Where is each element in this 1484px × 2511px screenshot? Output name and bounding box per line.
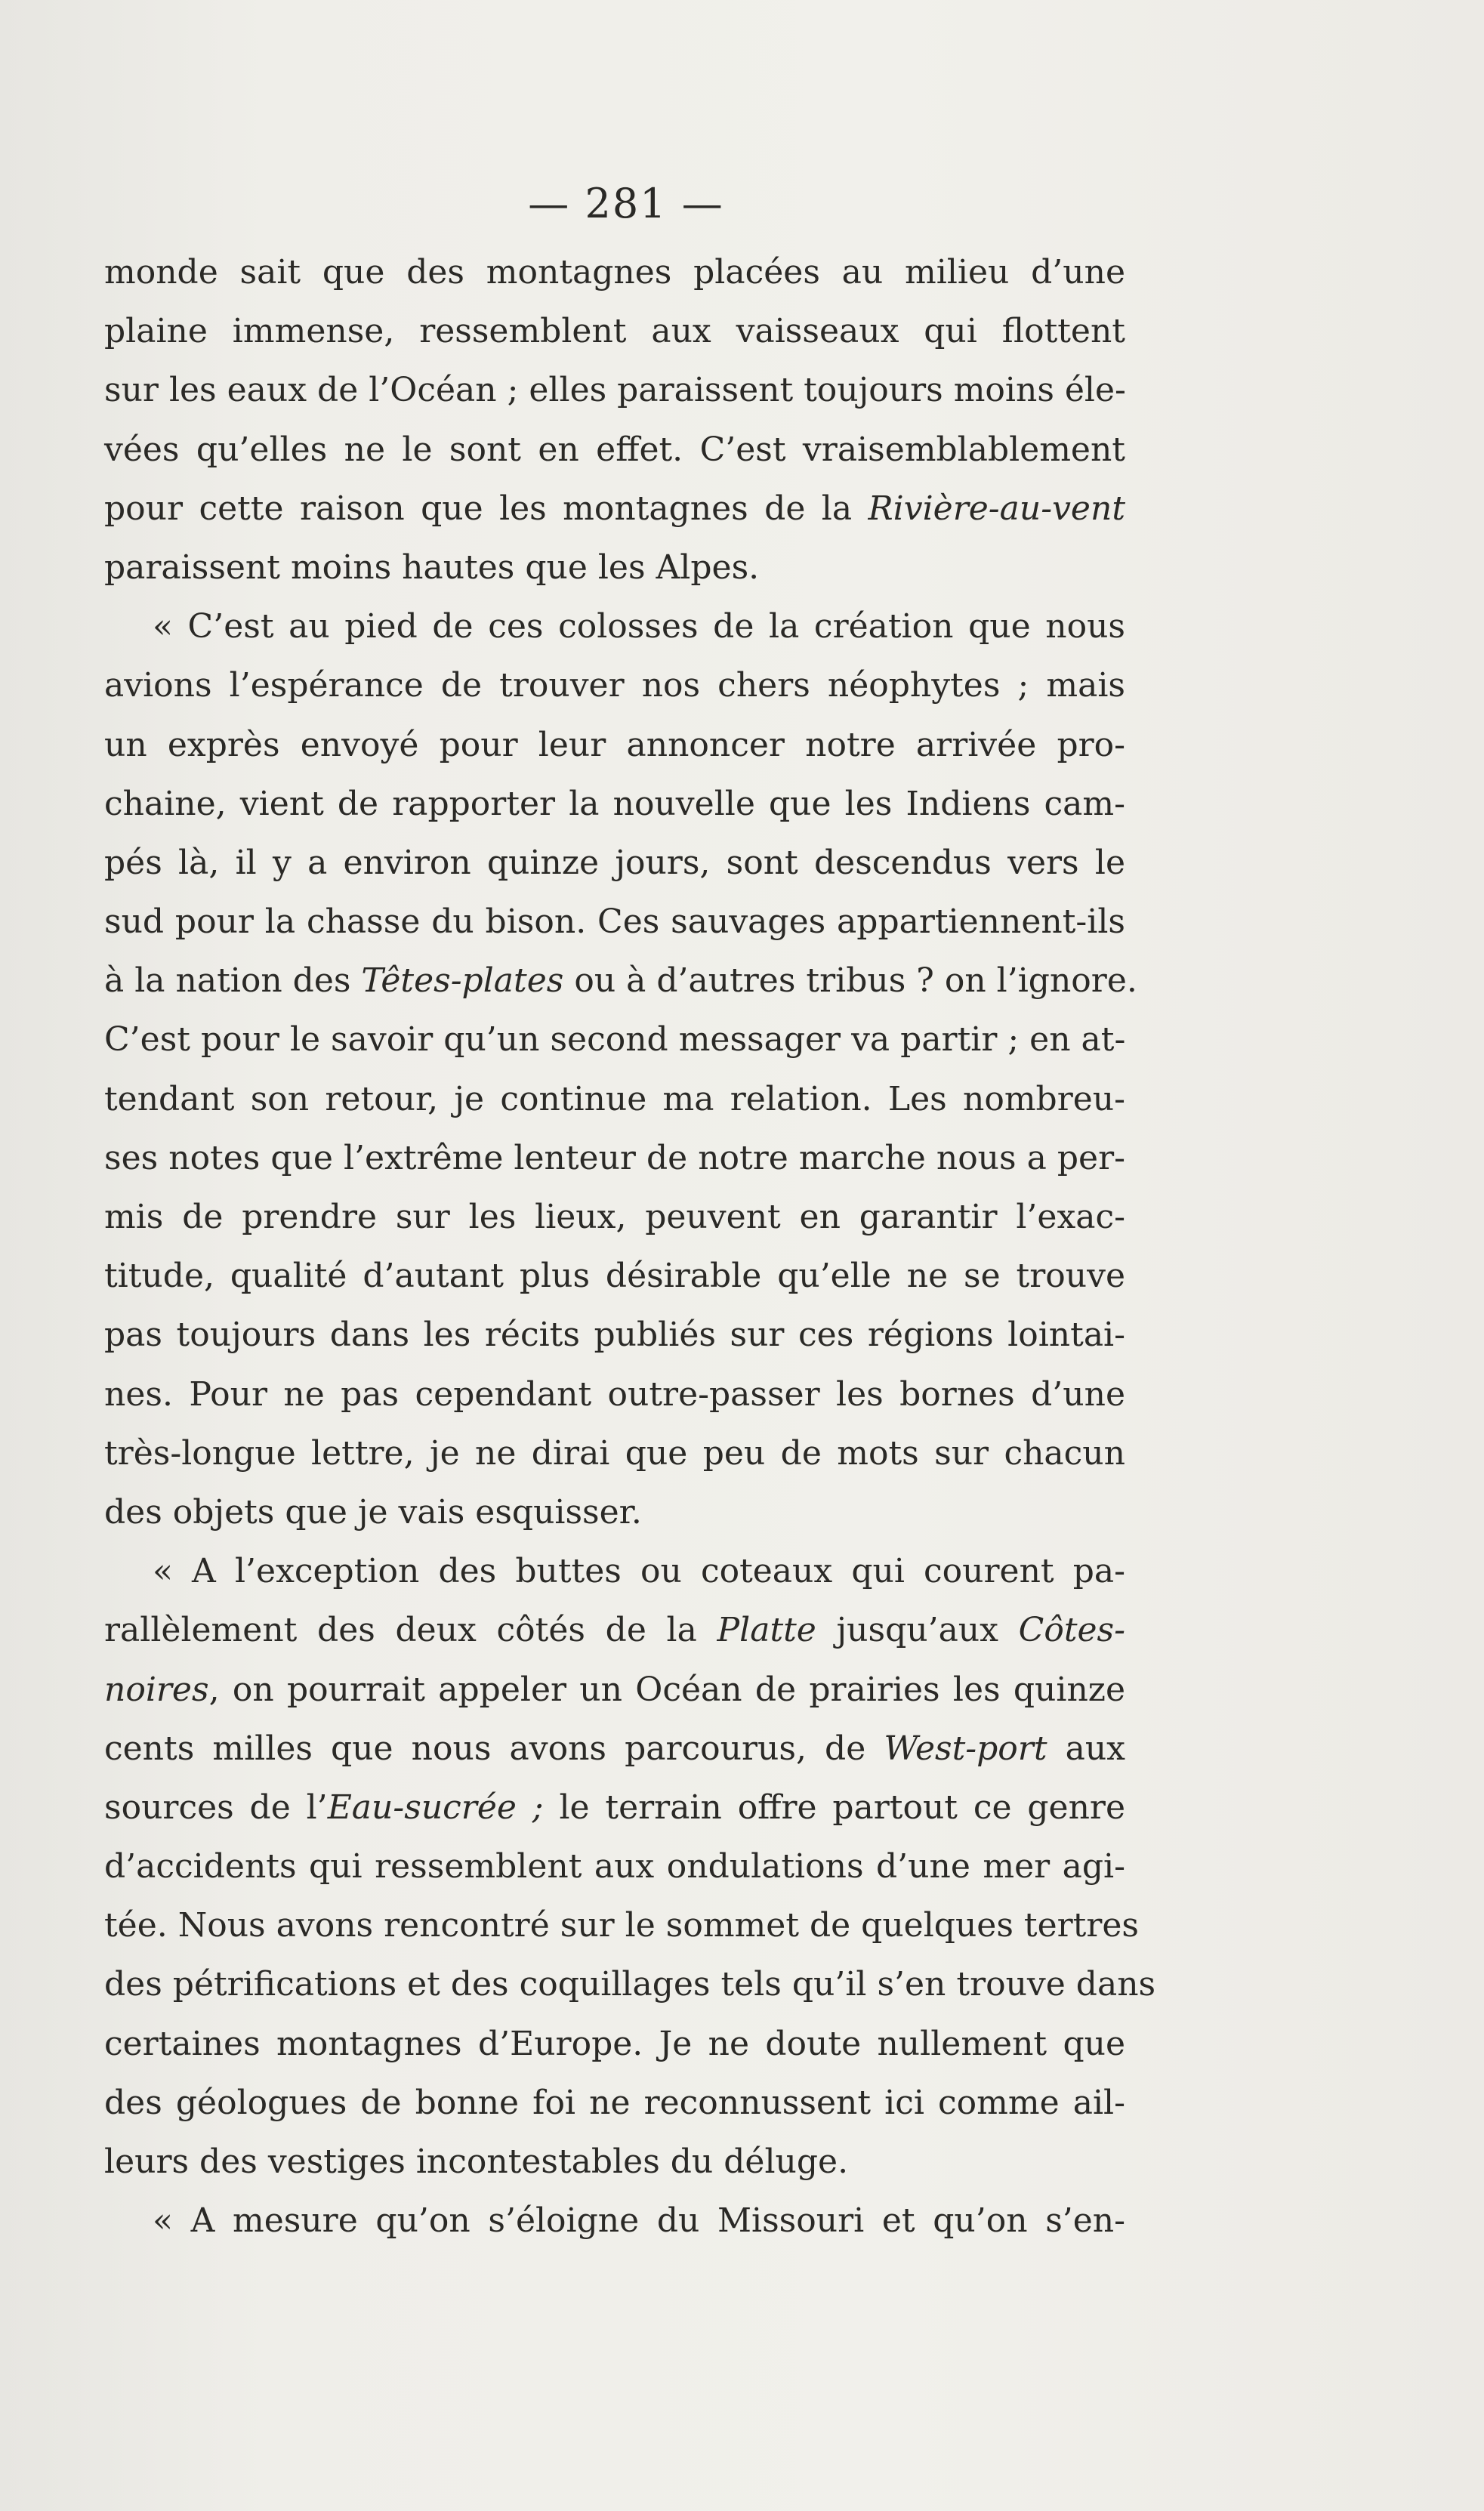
text-segment: d’accidents qui ressemblent aux ondulations d’une mer agi-: [104, 1847, 1125, 1886]
text-line: [104, 1955, 1156, 2014]
text-segment: , on pourrait appeler un Océan de prairies les quinze: [208, 1670, 1125, 1709]
italic-text: Têtes-plates: [361, 961, 564, 1001]
text-line: [104, 1306, 1125, 1365]
text-line: [104, 480, 1125, 538]
italic-text: West-port: [884, 1729, 1047, 1768]
text-segment: plaine immense, ressemblent aux vaisseaux qui flottent: [104, 312, 1125, 351]
text-line: [104, 2133, 1125, 2192]
body-text: [104, 243, 1156, 2250]
text-line: [104, 775, 1125, 834]
text-line: [104, 1896, 1139, 1955]
text-line: [104, 2015, 1125, 2074]
text-line: [104, 656, 1125, 715]
text-segment: tée. Nous avons rencontré sur le sommet de quelques tertres: [104, 1906, 1139, 1945]
text-line: [104, 1188, 1125, 1247]
text-line: [104, 834, 1125, 893]
text-segment: tendant son retour, je continue ma relation. Les nombreu-: [104, 1079, 1125, 1118]
text-segment: pés là, il y a environ quinze jours, sont descendus vers le: [104, 843, 1125, 882]
text-line: [104, 1365, 1125, 1424]
text-segment: avions l’espérance de trouver nos chers néophytes ; mais: [104, 666, 1125, 705]
text-line: [104, 1837, 1125, 1896]
text-segment: sources de l’: [104, 1788, 328, 1827]
text-segment: des géologues de bonne foi ne reconnussent ici comme ail-: [104, 2083, 1125, 2122]
text-segment: ses notes que l’extrême lenteur de notre marche nous a per-: [104, 1138, 1125, 1177]
text-line: [104, 538, 1125, 597]
text-segment: aux: [1047, 1729, 1125, 1768]
text-line: [104, 597, 1125, 656]
text-segment: à la nation des: [104, 961, 362, 1001]
text-segment: « A mesure qu’on s’éloigne du Missouri et qu’on s’en-: [153, 2201, 1125, 2241]
text-line: [104, 243, 1125, 302]
text-line: [104, 1010, 1125, 1069]
text-block: [104, 180, 1156, 2250]
italic-text: Côtes-: [1018, 1611, 1125, 1650]
text-segment: des pétrifications et des coquillages tels qu’il s’en trouve dans: [104, 1965, 1156, 2004]
text-segment: sud pour la chasse du bison. Ces sauvages appartiennent-ils: [104, 902, 1125, 942]
text-line: [104, 2192, 1125, 2250]
page-number: — 281 —: [528, 180, 724, 227]
text-segment: rallèlement des deux côtés de la: [104, 1611, 717, 1650]
italic-text: noires: [104, 1670, 209, 1709]
text-line: [104, 361, 1125, 420]
italic-text: Eau-sucrée ;: [327, 1788, 544, 1827]
italic-text: Platte: [717, 1611, 816, 1650]
text-segment: chaine, vient de rapporter la nouvelle que les Indiens cam-: [104, 784, 1125, 823]
text-segment: « A l’exception des buttes ou coteaux qui courent pa-: [153, 1552, 1125, 1591]
text-line: [104, 716, 1125, 775]
text-segment: très-longue lettre, je ne dirai que peu de mots sur chacun: [104, 1433, 1125, 1473]
text-line: [104, 1070, 1125, 1129]
text-line: [104, 893, 1125, 952]
text-segment: monde sait que des montagnes placées au milieu d’une: [104, 253, 1125, 292]
text-segment: sur les eaux de l’Océan ; elles paraissent toujours moins éle-: [104, 371, 1126, 410]
text-segment: mis de prendre sur les lieux, peuvent en garantir l’exac-: [104, 1198, 1125, 1236]
text-segment: ou à d’autres tribus ? on l’ignore.: [563, 961, 1137, 1001]
text-line: [104, 1661, 1125, 1720]
text-line: [104, 1129, 1125, 1188]
text-line: [104, 1483, 1125, 1542]
text-segment: titude, qualité d’autant plus désirable qu’elle ne se trouve: [104, 1257, 1125, 1296]
italic-text: Rivière-au-vent: [868, 489, 1125, 528]
text-segment: cents milles que nous avons parcourus, de: [104, 1729, 884, 1768]
text-line: [104, 1247, 1125, 1306]
text-line: [104, 302, 1125, 361]
text-line: [104, 2074, 1125, 2133]
text-segment: le terrain offre partout ce genre: [543, 1788, 1125, 1827]
text-line: [104, 1424, 1125, 1483]
text-line: [104, 1542, 1125, 1601]
text-segment: des objets que je vais esquisser.: [104, 1492, 642, 1532]
text-segment: « C’est au pied de ces colosses de la création que nous: [153, 607, 1125, 646]
text-segment: jusqu’aux: [816, 1611, 1019, 1650]
text-segment: leurs des vestiges incontestables du déluge.: [104, 2142, 849, 2181]
text-segment: pour cette raison que les montagnes de la: [104, 489, 868, 528]
text-segment: nes. Pour ne pas cependant outre-passer les bornes d’une: [104, 1374, 1125, 1414]
text-line: [104, 421, 1125, 480]
text-segment: certaines montagnes d’Europe. Je ne doute nullement que: [104, 2024, 1125, 2063]
text-line: [104, 1778, 1125, 1837]
text-segment: pas toujours dans les récits publiés sur ces régions lointai-: [104, 1316, 1125, 1355]
text-segment: C’est pour le savoir qu’un second messager va partir ; en at-: [104, 1020, 1126, 1060]
text-segment: un exprès envoyé pour leur annoncer notre arrivée pro-: [104, 725, 1125, 764]
text-segment: vées qu’elles ne le sont en effet. C’est vraisemblablement: [104, 430, 1125, 469]
text-segment: paraissent moins hautes que les Alpes.: [104, 548, 760, 587]
text-line: [104, 1720, 1125, 1778]
text-line: [104, 952, 1137, 1010]
text-line: [104, 1601, 1125, 1660]
